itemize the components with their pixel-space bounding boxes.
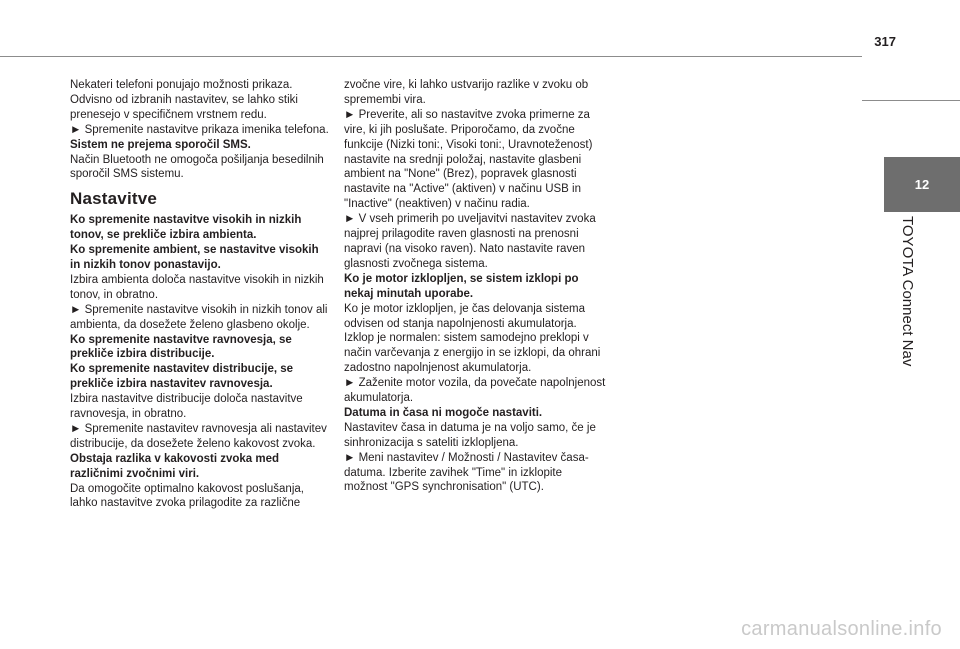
side-divider [862, 100, 960, 101]
body-paragraph: Ko je motor izklopljen, je čas delovanja sistema odvisen od stanja napolnjenosti akumulatorja. [344, 302, 585, 330]
body-paragraph: zvočne vire, ki lahko ustvarijo razlike v zvoku ob spremembi vira. [344, 79, 589, 106]
chapter-title: TOYOTA Connect Nav [899, 216, 916, 367]
right-column [344, 78, 606, 495]
right-paragraphs [344, 78, 606, 495]
chapter-number: 12 [914, 177, 930, 192]
body-paragraph: Nastavitev časa in datuma je na voljo samo, če je sinhronizacija s sateliti izklopljena. [344, 421, 596, 449]
body-paragraph: ► Zaženite motor vozila, da povečate napolnjenost akumulatorja. [344, 377, 606, 405]
bold-question: Ko spremenite nastavitev distribucije, se prekliče izbira nastavitev ravnovesja. [70, 363, 294, 391]
bold-question: Ko spremenite nastavitve ravnovesja, se prekliče izbira distribucije. [70, 333, 292, 361]
bold-question: Ko spremenite nastavitve visokih in nizkih tonov, se prekliče izbira ambienta. [70, 214, 302, 242]
body-paragraph: ► Meni nastavitev / Možnosti / Nastavitev časa-datuma. Izberite zavihek "Time" in izklopite možnost "GPS synchronisation" (UTC). [344, 451, 589, 494]
watermark: carmanualsonline.info [741, 618, 942, 640]
chapter-tab [884, 157, 960, 212]
body-paragraph: ► Spremenite nastavitve prikaza imenika telefona. [70, 123, 329, 136]
body-paragraph: ► V vseh primerih po uveljavitvi nastavitev zvoka najprej prilagodite raven glasnosti na prenosni napravi (na visoko raven). Nato nastavite raven glasnosti zvočnega sistema. [344, 213, 596, 270]
bold-question: Ko spremenite ambient, se nastavitve visokih in nizkih tonov ponastavijo. [70, 244, 319, 271]
section-heading: Nastavitve [70, 189, 158, 209]
body-paragraph: Izbira ambienta določa nastavitve visokih in nizkih tonov, in obratno. [70, 273, 324, 301]
left-intro-paragraphs [70, 78, 332, 182]
body-paragraph: Nekateri telefoni ponujajo možnosti prikaza. Odvisno od izbranih nastavitev, se lahko stiki prenesejo v specifičnem vrstnem redu. [70, 79, 298, 121]
body-paragraph: ► Spremenite nastavitve visokih in nizkih tonov ali ambienta, da dosežete želeno glasbeno okolje. [70, 303, 328, 331]
body-paragraph: Izbira nastavitve distribucije določa nastavitve ravnovesja, in obratno. [70, 393, 303, 421]
left-settings-paragraphs [70, 213, 332, 511]
page-number: 317 [874, 34, 896, 49]
body-paragraph: Da omogočite optimalno kakovost poslušanja, lahko nastavitve zvoka prilagodite za različne [70, 482, 304, 510]
body-paragraph: Izklop je normalen: sistem samodejno preklopi v način varčevanja z energijo in se izklopi, da ohrani zadostno napolnjenost akumulatorja. [344, 332, 601, 375]
bold-question: Datuma in časa ni mogoče nastaviti. [344, 406, 543, 419]
body-paragraph: ► Preverite, ali so nastavitve zvoka primerne za vire, ki jih poslušate. Priporočamo, da zvočne funkcije (Nizki toni:, Visoki toni:, Uravnoteženost) nastavite na srednji položaj, nastavite glasbeni ambient na "None" (Brez), popravek glasnosti nastavite na "Active" (aktiven) v načinu USB in "Inactive" (neaktiven) v načinu radia. [344, 108, 593, 211]
bold-question: Sistem ne prejema sporočil SMS. [70, 138, 251, 151]
bold-question: Obstaja razlika v kakovosti zvoka med različnimi zvočnimi viri. [70, 452, 280, 480]
body-paragraph: Način Bluetooth ne omogoča pošiljanja besedilnih sporočil SMS sistemu. [70, 153, 324, 181]
bold-question: Ko je motor izklopljen, se sistem izklopi po nekaj minutah uporabe. [344, 272, 579, 300]
header-divider [0, 56, 862, 57]
body-paragraph: ► Spremenite nastavitev ravnovesja ali nastavitev distribucije, da dosežete želeno kakovost zvoka. [70, 422, 327, 450]
left-column [70, 78, 332, 511]
